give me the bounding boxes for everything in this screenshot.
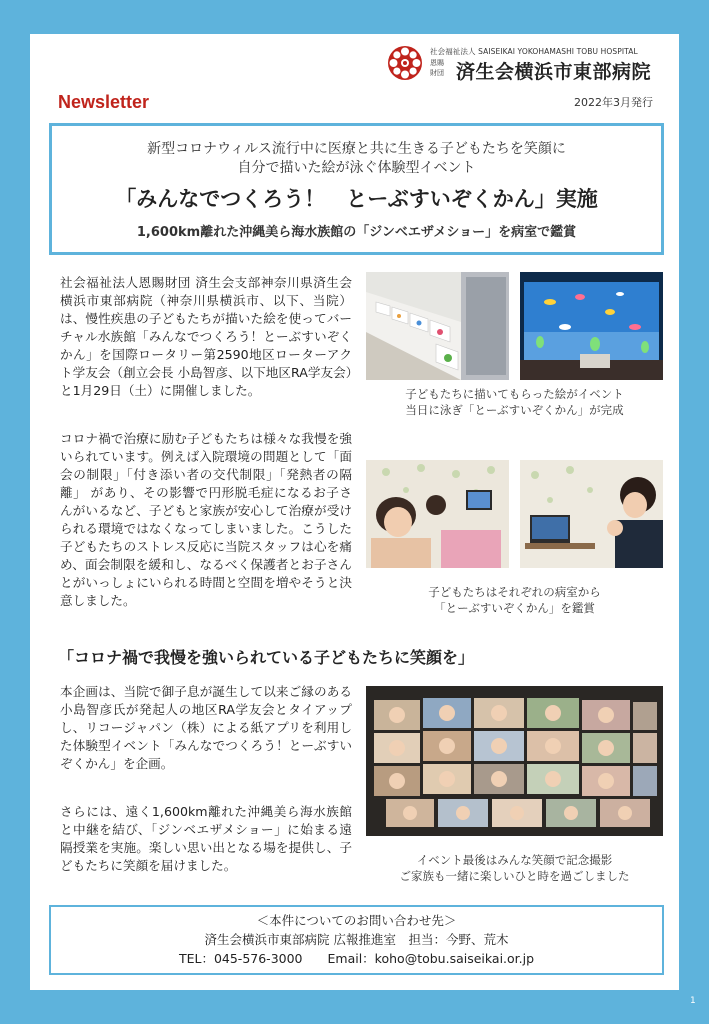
photo-caption-3 [366,852,663,884]
title-lead-line-1: 新型コロナウィルス流行中に医療と共に生きる子どもたちを笑顔に [147,141,566,157]
photo-adult-laptop [520,460,663,568]
hospital-logo [387,45,423,81]
contact-department: 済生会横浜市東部病院 広報推進室 担当：今野、荒木 [204,932,509,947]
photo-child-tablet [366,460,509,568]
org-sub-line-1: 恩賜 [430,59,444,67]
org-sub-line-2: 財団 [430,69,444,77]
photo-video-call-group [366,686,663,836]
photo-caption-2-line-1: 子どもたちはそれぞれの病室から [428,585,601,599]
newsletter-label: Newsletter [58,92,150,112]
subtitle: 1,600km離れた沖縄美ら海水族館の「ジンベエザメショー」を病室で鑑賞 [136,225,577,240]
photo-caption-3-line-2: ご家族も一緒に楽しいひと時を過ごしました [399,869,630,883]
org-name: 済生会横浜市東部病院 [456,61,652,83]
article-paragraph-3: 本企画は、当院で御子息が誕生して以来ご縁のある小島智彦氏が発起人の地区RA学友会とタイアップし、リコージャパン（株）による紙アプリを利用した体験型イベント「みんなでつくろう！とーぶすいぞくかん」を企画。 [60,684,352,771]
photo-caption-2 [366,584,663,616]
photo-caption-2-line-2: 「とーぶすいぞくかん」を鑑賞 [434,601,595,615]
title-lead-line-2: 自分で描いた絵が泳ぐ体験型イベント [237,160,476,176]
article-paragraph-4: さらには、遠く1,600km離れた沖縄美ら海水族館と中継を結び、「ジンベエザメショー」に始まる遠隔授業を実施。楽しい思い出となる場を提供し、子どもたちに笑顔を届けました。 [60,804,352,873]
contact-box [49,905,664,975]
photo-virtual-aquarium [520,272,663,380]
main-title: 「みんなでつくろう！ とーぶすいぞくかん」実施 [115,187,598,211]
title-box [49,123,664,255]
issue-date: 2022年3月発行 [574,96,653,109]
page-number: 1 [690,996,696,1006]
photo-caption-1-line-1: 子どもたちに描いてもらった絵がイベント [405,387,624,401]
contact-heading: ＜本件についてのお問い合わせ先＞ [256,913,457,928]
article-paragraph-2: コロナ禍で治療に励む子どもたちは様々な我慢を強いられています。例えば入院環境の問題として「面会の制限」「付き添い者の交代制限」「発熱者の隔離」 があり、その影響で円形脱毛症になるお子さんがいるなど、子どもと家族が安心して治療が受けられる環境ではなくなってしまいました。こうした子どもたちのストレス反応に当院スタッフは心を痛め、面会制限を緩和し、なるべく保護者とお子さんとがいっしょにいられる時間と空間を増やそうと決意しました。 [60,431,352,608]
photo-caption-3-line-1: イベント最後はみんな笑顔で記念撮影 [416,853,613,867]
photo-hallway-drawings [366,272,509,380]
article-paragraph-1: 社会福祉法人恩賜財団 済生会支部神奈川県済生会横浜市東部病院（神奈川県横浜市、以下、当院）は、慢性疾患の子どもたちが描いた絵を使ってバーチャル水族館「みんなでつくろう！とーぶすいぞくかん」を国際ロータリー第2590地区ローターアクト学友会（創立会長 小島智彦、以下地区RA学友会）と1月29日（土）に開催しました。 [60,275,352,398]
org-sub-label [430,58,444,78]
section-heading: 「コロナ禍で我慢を強いられている子どもたちに笑顔を」 [58,648,475,667]
org-name-small: 社会福祉法人 SAISEIKAI YOKOHAMASHI TOBU HOSPITAL [430,47,638,56]
photo-caption-1 [366,386,663,418]
contact-tel-email: TEL：045-576-3000 Email：koho@tobu.saiseikai.or.jp [178,951,535,966]
photo-caption-1-line-2: 当日に泳ぎ「とーぶすいぞくかん」が完成 [405,403,624,417]
